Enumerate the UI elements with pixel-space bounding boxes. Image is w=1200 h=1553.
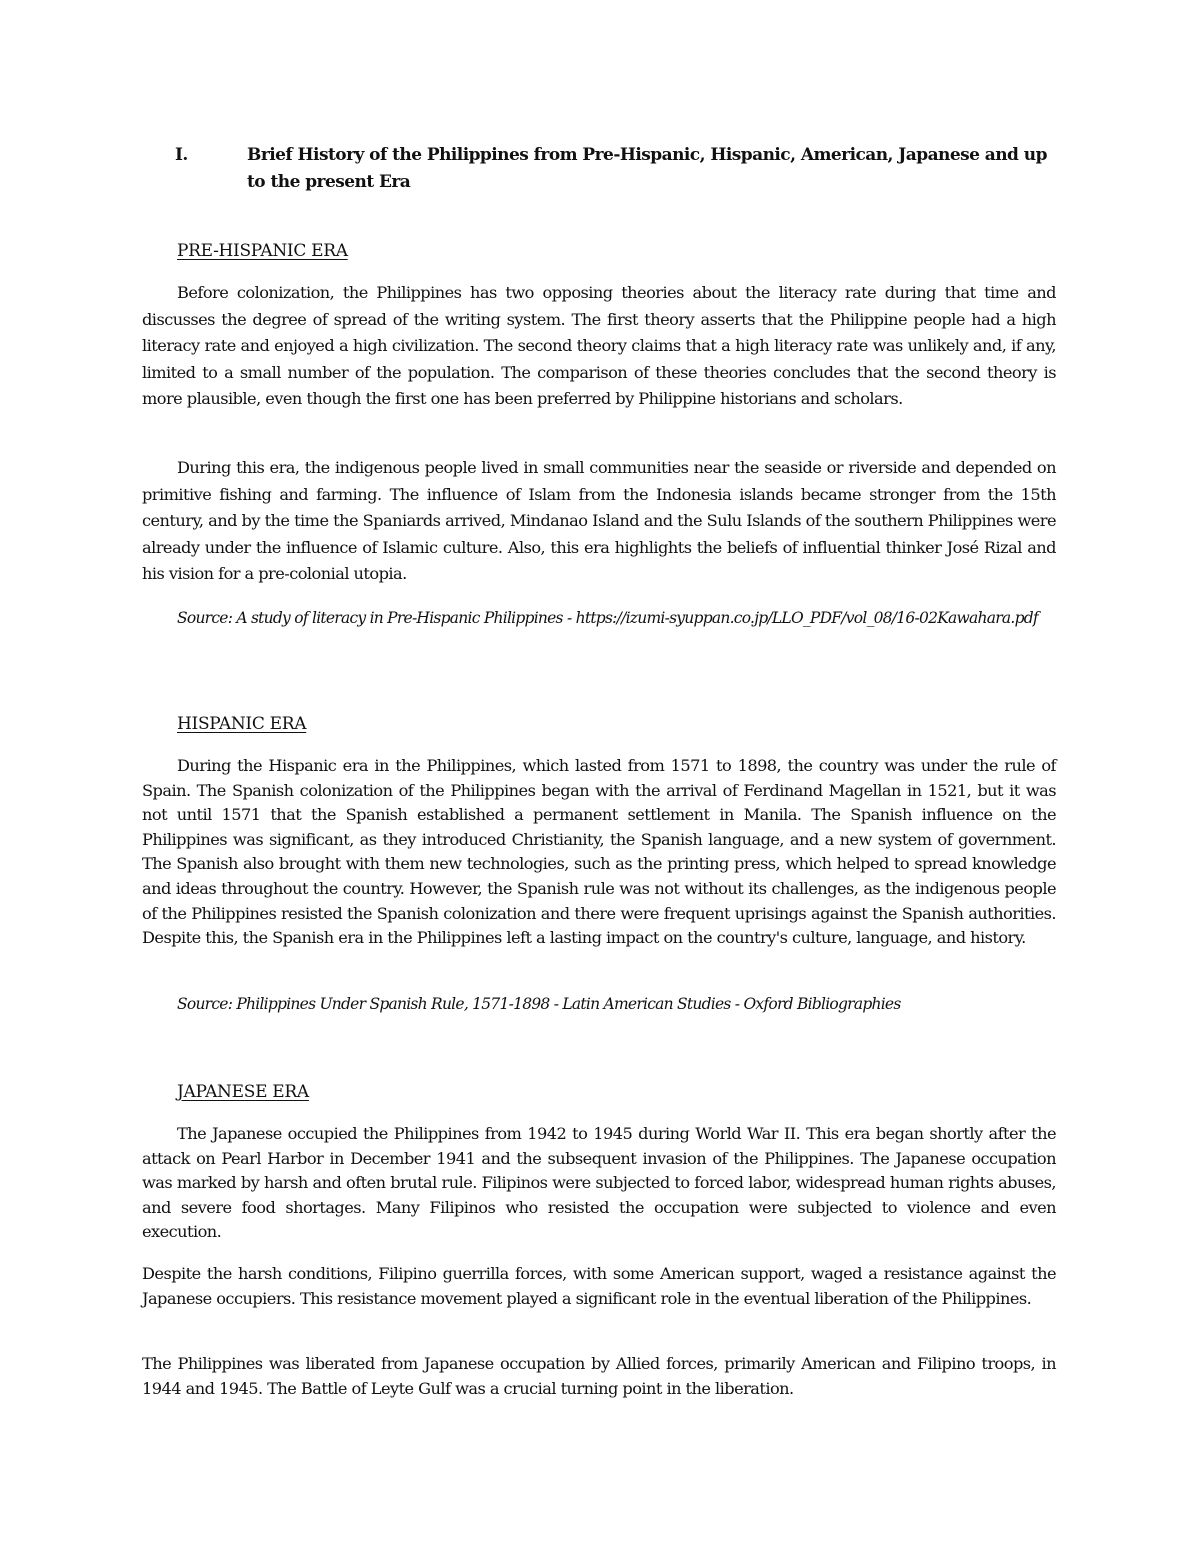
paragraph-japanese-3: The Philippines was liberated from Japanese occupation by Allied forces, primarily American and Filipino troops, in 1944 and 1945. The Battle of Leyte Gulf was a crucial turning point in the liberation. [142, 1354, 1056, 1398]
paragraph-japanese-2: Despite the harsh conditions, Filipino guerrilla forces, with some American support, waged a resistance against the Japanese occupiers. This resistance movement played a significant role in the eventual liberation of the Philippines. [142, 1264, 1056, 1308]
source-hispanic: Source: Philippines Under Spanish Rule, 1571-1898 - Latin American Studies - Oxford Bibliographies [177, 995, 901, 1013]
document-heading [175, 142, 1060, 196]
source-pre-hispanic: Source: A study of literacy in Pre-Hispanic Philippines - https://izumi-syuppan.co.jp/LLO_PDF/vol_08/16-02Kawahara.pdf [177, 609, 1038, 627]
paragraph-japanese-1: The Japanese occupied the Philippines from 1942 to 1945 during World War II. This era began shortly after the attack on Pearl Harbor in December 1941 and the subsequent invasion of the Philippines. The Japanese occupation was marked by harsh and often brutal rule. Filipinos were subjected to forced labor, widespread human rights abuses, and severe food shortages. Many Filipinos who resisted the occupation were subjected to violence and even execution. [142, 1124, 1056, 1242]
section-title-hispanic: HISPANIC ERA [177, 714, 307, 734]
paragraph-hispanic-1: During the Hispanic era in the Philippines, which lasted from 1571 to 1898, the country was under the rule of Spain. The Spanish colonization of the Philippines began with the arrival of Ferdinand Magellan in 1521, but it was not until 1571 that the Spanish established a permanent settlement in Manila. The Spanish influence on the Philippines was significant, as they introduced Christianity, the Spanish language, and a new system of government. The Spanish also brought with them new technologies, such as the printing press, which helped to spread knowledge and ideas throughout the country. However, the Spanish rule was not without its challenges, as the indigenous people of the Philippines resisted the Spanish colonization and there were frequent uprisings against the Spanish authorities. Despite this, the Spanish era in the Philippines left a lasting impact on the country's culture, language, and history. [142, 756, 1056, 948]
paragraph-pre-hispanic-2: During this era, the indigenous people lived in small communities near the seaside or riverside and depended on primitive fishing and farming. The influence of Islam from the Indonesia islands became stronger from the 15th century, and by the time the Spaniards arrived, Mindanao Island and the Sulu Islands of the southern Philippines were already under the influence of Islamic culture. Also, this era highlights the beliefs of influential thinker José Rizal and his vision for a pre-colonial utopia. [142, 458, 1056, 584]
heading-number: I. [175, 145, 188, 165]
paragraph-pre-hispanic-1: Before colonization, the Philippines has two opposing theories about the literacy rate during that time and discusses the degree of spread of the writing system. The first theory asserts that the Philippine people had a high literacy rate and enjoyed a high civilization. The second theory claims that a high literacy rate was unlikely and, if any, limited to a small number of the population. The comparison of these theories concludes that the second theory is more plausible, even though the first one has been preferred by Philippine historians and scholars. [142, 283, 1056, 409]
section-title-japanese: JAPANESE ERA [177, 1082, 309, 1102]
section-title-pre-hispanic: PRE-HISPANIC ERA [177, 241, 348, 261]
heading-title: Brief History of the Philippines from Pre-Hispanic, Hispanic, American, Japanese and up to the present Era [247, 145, 1047, 192]
